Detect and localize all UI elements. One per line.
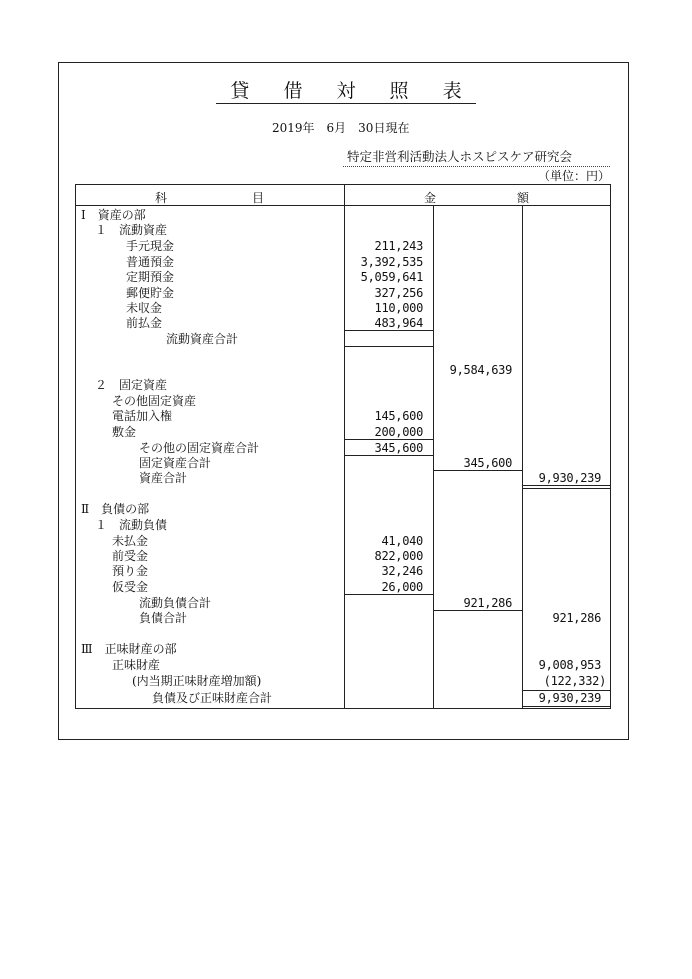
assets-section: Ⅰ 資産の部: [81, 208, 146, 222]
grand-total-rule: [522, 706, 611, 707]
total-assets-rule-1: [522, 485, 611, 486]
asset-item-name: 郵便貯金: [126, 286, 175, 300]
total-liabilities-label: 負債合計: [139, 611, 188, 625]
report-date: 2019年 6月 30日現在: [272, 121, 410, 135]
total-assets: 9,930,239: [538, 471, 601, 485]
total-assets-label: 資産合計: [139, 471, 188, 485]
current-liab-rule: [344, 594, 433, 595]
header-subject-2: 目: [252, 191, 265, 205]
asset-item-name: 前払金: [126, 316, 163, 330]
net-assets-label: 正味財産: [112, 658, 161, 672]
total-assets-rule-2: [522, 488, 611, 489]
liability-item-name: 未払金: [112, 534, 149, 548]
asset-item-name: 手元現金: [126, 239, 175, 253]
asset-item-amount: 211,243: [374, 239, 423, 253]
liability-item-name: 仮受金: [112, 580, 149, 594]
liability-item-amount: 822,000: [374, 549, 423, 563]
current-assets-total-label: 流動資産合計: [166, 332, 239, 346]
fixed-item-amount: 145,600: [374, 409, 423, 423]
current-assets-rule-top: [344, 330, 433, 331]
unit-label: （単位：円）: [538, 169, 611, 183]
current-assets-total: 9,584,639: [449, 363, 512, 377]
asset-item-name: 定期預金: [126, 270, 175, 284]
liability-item-amount: 41,040: [381, 534, 423, 548]
net-assets-increase-label: (内当期正味財産増加額): [132, 674, 262, 688]
liability-item-amount: 26,000: [381, 580, 423, 594]
current-assets-rule-bottom: [344, 346, 433, 347]
liabilities-section: Ⅱ 負債の部: [81, 502, 150, 516]
asset-item-amount: 110,000: [374, 301, 423, 315]
asset-item-amount: 327,256: [374, 286, 423, 300]
net-assets-amount: 9,008,953: [538, 658, 601, 672]
liab-total-rule: [433, 610, 522, 611]
total-liabilities: 921,286: [552, 611, 601, 625]
column-divider-2: [522, 205, 523, 709]
liability-item-name: 預り金: [112, 564, 149, 578]
other-fixed-total-label: その他の固定資産合計: [139, 441, 260, 455]
organization-name: 特定非営利活動法人ホスピスケア研究会: [347, 149, 573, 164]
fixed-item-name: 電話加入権: [112, 409, 173, 423]
fixed-assets-rule: [433, 470, 522, 471]
other-fixed-rule-bottom: [344, 455, 433, 456]
asset-item-amount: 5,059,641: [360, 270, 423, 284]
asset-item-amount: 3,392,535: [360, 255, 423, 269]
other-fixed-total: 345,600: [374, 441, 423, 455]
asset-item-name: 未収金: [126, 301, 163, 315]
asset-item-name: 普通預金: [126, 255, 175, 269]
header-amount-1: 金: [424, 191, 437, 205]
fixed-assets-total: 345,600: [463, 456, 512, 470]
current-liabilities-total: 921,286: [463, 596, 512, 610]
liability-item-amount: 32,246: [381, 564, 423, 578]
other-fixed-rule-top: [344, 439, 433, 440]
other-fixed-assets-label: その他固定資産: [112, 394, 197, 408]
grand-total: 9,930,239: [538, 691, 601, 705]
document-title: 貸 借 対 照 表: [0, 76, 692, 103]
net-assets-increase: (122,332): [543, 674, 606, 688]
current-assets-label: １ 流動資産: [95, 223, 168, 237]
net-assets-section: Ⅲ 正味財産の部: [81, 642, 177, 656]
header-subject-1: 科: [155, 191, 168, 205]
grand-total-label: 負債及び正味財産合計: [152, 691, 273, 705]
fixed-item-name: 敷金: [112, 425, 137, 439]
header-amount-2: 額: [517, 191, 530, 205]
asset-item-amount: 483,964: [374, 316, 423, 330]
fixed-assets-label: ２ 固定資産: [95, 378, 168, 392]
fixed-item-amount: 200,000: [374, 425, 423, 439]
liability-item-name: 前受金: [112, 549, 149, 563]
current-liabilities-label: １ 流動負債: [95, 518, 168, 532]
fixed-assets-total-label: 固定資産合計: [139, 456, 212, 470]
current-liabilities-total-label: 流動負債合計: [139, 596, 212, 610]
